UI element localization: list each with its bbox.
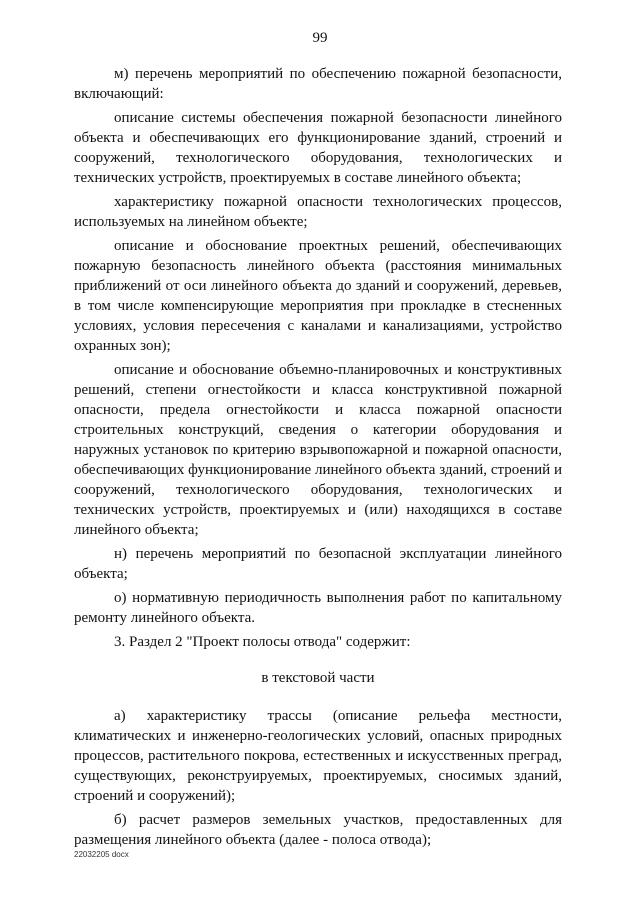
paragraph-item-m: м) перечень мероприятий по обеспечению пожарной безопасности, включающий: [74,66,562,102]
subheading-text-part: в текстовой части [261,670,375,686]
document-body [74,64,562,854]
paragraph-item-n: н) перечень мероприятий по безопасной эксплуатации линейного объекта; [74,546,562,582]
paragraph-section-3: 3. Раздел 2 "Проект полосы отвода" содержит: [114,634,411,650]
paragraph-space-planning-solutions: описание и обоснование объемно-планировочных и конструктивных решений, степени огнестойкости и класса конструктивной пожарной опасности, предела огнестойкости и класса пожарной опасности строительных конструкций, сведения о категории оборудования и наружных установок по критерию взрывопожарной и пожарной опасности, обеспечивающих функционирование линейного объекта зданий, строений и сооружений, технологического оборудования, технологических и технических устройств, проектируемых и (или) находящихся в составе линейного объекта; [74,362,562,538]
paragraph-item-o: о) нормативную периодичность выполнения работ по капитальному ремонту линейного объекта. [74,590,562,626]
paragraph-design-solutions: описание и обоснование проектных решений, обеспечивающих пожарную безопасность линейного объекта (расстояния минимальных приближений от оси линейного объекта до зданий и сооружений, деревьев, в том числе компенсирующие мероприятия при прокладке в стесненных условиях, условия пересечения с каналами и канализациями, устройство охранных зон); [74,238,562,354]
footer-filename: 22032205 docx [74,850,129,859]
paragraph-fire-hazard-characteristics: характеристику пожарной опасности технологических процессов, используемых на линейном объекте; [74,194,562,230]
paragraph-item-b: б) расчет размеров земельных участков, предоставленных для размещения линейного объекта (далее - полоса отвода); [74,812,562,848]
paragraph-fire-safety-system: описание системы обеспечения пожарной безопасности линейного объекта и обеспечивающих его функционирование зданий, строений и сооружений, технологического оборудования, технологических и технических устройств, проектируемых в составе линейного объекта; [74,110,562,186]
paragraph-item-a: а) характеристику трассы (описание рельефа местности, климатических и инженерно-геологических условий, опасных природных процессов, растительного покрова, естественных и искусственных преград, существующих, реконструируемых, проектируемых, сносимых зданий, строений и сооружений); [74,708,562,804]
page-number: 99 [312,30,328,46]
